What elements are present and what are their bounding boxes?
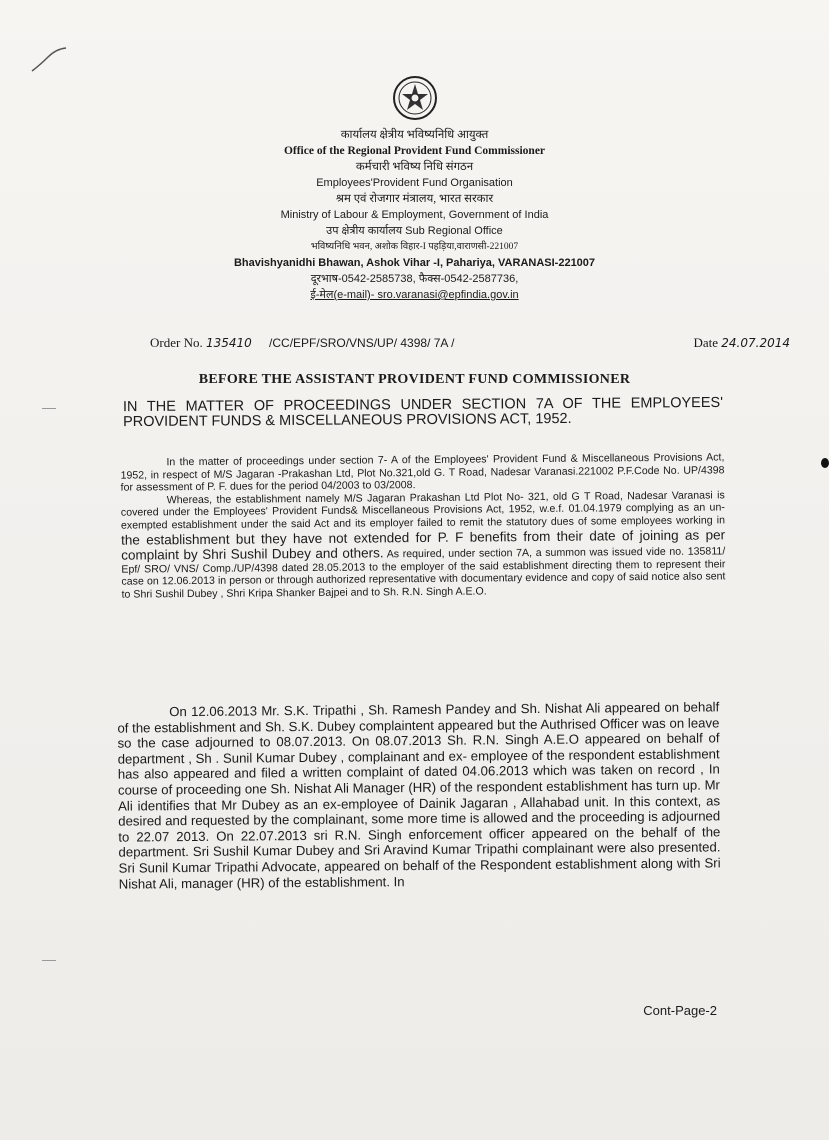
org-hindi: कर्मचारी भविष्य निधि संगठन	[355, 161, 474, 173]
phone-fax: दूरभाष-0542-2585738, फैक्स-0542-2587736,	[310, 273, 519, 285]
date-label: Date	[693, 335, 719, 350]
office-name: Office of the Regional Provident Fund Commissioner	[283, 145, 546, 157]
order-date	[693, 335, 790, 351]
continued-marker: Cont-Page-2	[643, 1003, 717, 1018]
order-line	[150, 335, 790, 351]
para2-part-a: Whereas, the establishment namely M/S Jagaran Prakashan Ltd Plot No- 321, old G T Road, Nadesar Varanasi is covered under the Employees' Provident Funds& Miscellaneous Provisions Act, 1952, w.e.f. 01.04.1979 complying as an un-exempted establishment under the said Act and its employer failed to remit the statutory dues of some employees working in	[120, 489, 726, 532]
punch-dot	[821, 458, 829, 468]
body-paragraph-3: On 12.06.2013 Mr. S.K. Tripathi , Sh. Ramesh Pandey and Sh. Nishat Ali appeared on behalf of the establishment and Sh. S.K. Dubey complaintent appeared but the Authrised Officer was on leave so the case adjourned to 08.07.2013. On 08.07.2013 Sh. R.N. Singh A.E.O appeared on behalf of department , Sh . Sunil Kumar Dubey , complainant and ex- employee of the respondent establishment has also appeared and filed a written complaint of dated 04.06.2013 which was taken on record , In course of proceeding one Sh. Nishat Ali Manager (HR) of the respondent establishment has turn up. Mr Ali identifies that Mr Dubey as an ex-employee of Dainik Jagaran , Allahabad unit. In this context, as desired and requested by the complainant, some more time is allowed and the proceeding is adjourned to 22.07 2013. On 22.07.2013 sri R.N. Singh enforcement officer appeared on the behalf of the department. Sri Sushil Kumar Dubey and Sri Aravind Kumar Tripathi complainant were also presented. Sri Sunil Kumar Tripathi Advocate, appeared on behalf of the Respondent establishment along with Sri Nishat Ali, manager (HR) of the establishment. In	[117, 699, 721, 892]
intro-paragraph-1: In the matter of proceedings under section 7- A of the Employees' Provident Fund & Miscellaneous Provisions Act, 1952, in respect of M/S Jagaran -Prakashan Ltd, Plot No.321,old G. T Road, Nadesar Varanasi.221002 P.F.Code No. UP/4398 for assessment of P. F. dues for the period 04/2003 to 03/2008.	[120, 451, 725, 494]
epfo-emblem-icon	[392, 75, 438, 121]
ministry-name: Ministry of Labour & Employment, Government of India	[280, 209, 549, 221]
body-section	[117, 699, 721, 891]
document-title: BEFORE THE ASSISTANT PROVIDENT FUND COMMISSIONER	[198, 372, 631, 387]
order-reference: /CC/EPF/SRO/VNS/UP/ 4398/ 7A /	[269, 336, 455, 350]
ministry-hindi: श्रम एवं रोजगार मंत्रालय, भारत सरकार	[335, 193, 494, 205]
org-name: Employees'Provident Fund Organisation	[316, 177, 513, 189]
handwritten-date: 24.07.2014	[721, 336, 790, 350]
pen-mark-left	[30, 45, 70, 75]
letterhead	[0, 75, 829, 303]
sub-regional-office: उप क्षेत्रीय कार्यालय Sub Regional Office	[326, 225, 503, 237]
margin-tick	[42, 960, 56, 961]
office-hindi: कार्यालय क्षेत्रीय भविष्यनिधि आयुक्त	[340, 129, 489, 141]
address-hindi: भविष्यनिधि भवन, अशोक विहार-I पहड़िया,वाराणसी-221007	[310, 242, 519, 252]
margin-tick	[42, 408, 56, 409]
email: ई-मेल(e-mail)- sro.varanasi@epfindia.gov.in	[310, 289, 519, 301]
subject-heading: IN THE MATTER OF PROCEEDINGS UNDER SECTION 7A OF THE EMPLOYEES' PROVIDENT FUNDS & MISCELLANEOUS PROVISIONS ACT, 1952.	[122, 394, 723, 431]
order-handwritten-number: 135410	[205, 336, 252, 350]
order-label: Order No.	[150, 335, 203, 350]
para2-part-b: As required, under section 7A, a summon was issued vide no. 135811/ Epf/ SRO/ VNS/ Comp./UP/4398 dated 28.05.2013 to the employer of the said establishment directing them to represent their case on 12.06.2013 in person or through authorized representative with documentary evidence and copy of said notice also sent to Shri Sushil Dubey , Shri Kripa Shanker Bajpei and to Sh. R.N. Singh A.E.O.	[121, 545, 726, 601]
intro-paragraph-2	[121, 489, 726, 601]
intro-section	[120, 451, 725, 601]
para2-part-big: the establishment but they have not extended for P. F benefits from their date of joining as per complaint by Shri Sushil Dubey and others.	[121, 526, 726, 563]
address: Bhavishyanidhi Bhawan, Ashok Vihar -I, Pahariya, VARANASI-221007	[233, 257, 596, 269]
